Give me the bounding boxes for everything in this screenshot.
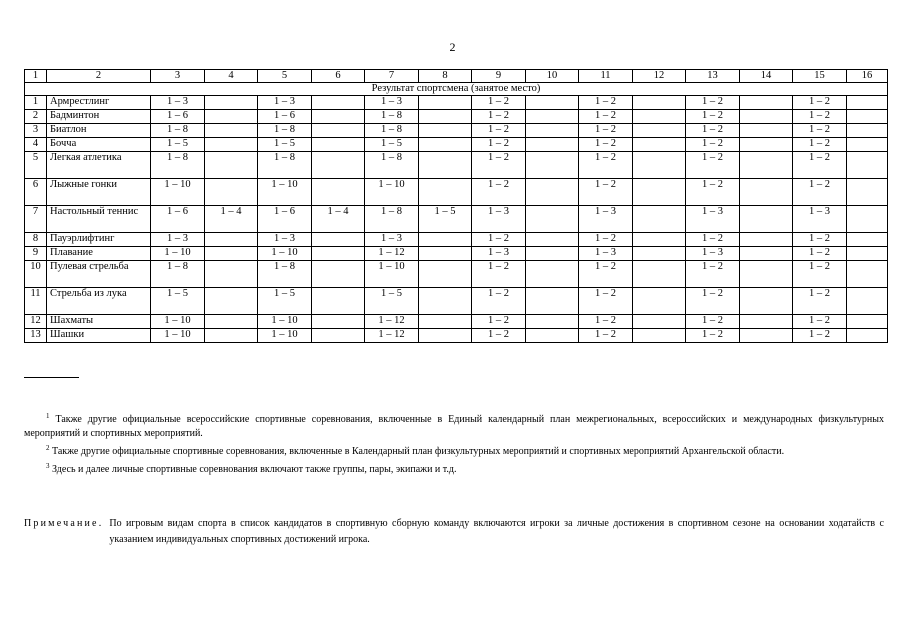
- place-range-cell: [526, 179, 579, 206]
- sport-name: Бадминтон: [47, 110, 151, 124]
- place-range-cell: 1 – 8: [258, 124, 312, 138]
- place-range-cell: [847, 288, 888, 315]
- place-range-cell: [633, 124, 686, 138]
- table-row: [25, 233, 888, 247]
- place-range-cell: [205, 110, 258, 124]
- place-range-cell: [205, 233, 258, 247]
- column-number: 8: [419, 70, 472, 83]
- place-range-cell: [312, 152, 365, 179]
- table-row: [25, 179, 888, 206]
- place-range-cell: 1 – 2: [579, 179, 633, 206]
- column-number: 9: [472, 70, 526, 83]
- place-range-cell: 1 – 2: [686, 152, 740, 179]
- place-range-cell: [205, 315, 258, 329]
- caption-row: [25, 83, 888, 96]
- place-range-cell: [419, 247, 472, 261]
- place-range-cell: 1 – 5: [258, 138, 312, 152]
- place-range-cell: [312, 233, 365, 247]
- place-range-cell: 1 – 8: [365, 124, 419, 138]
- place-range-cell: [633, 152, 686, 179]
- sport-name: Лыжные гонки: [47, 179, 151, 206]
- sport-name: Настольный теннис: [47, 206, 151, 233]
- footnote-text: Также другие официальные спортивные соревнования, включенные в Календарный план физкультурных мероприятий и спортивных мероприятий Архангельской области.: [52, 446, 785, 457]
- place-range-cell: [205, 96, 258, 110]
- place-range-cell: 1 – 5: [151, 138, 205, 152]
- place-range-cell: [526, 138, 579, 152]
- row-number: 11: [25, 288, 47, 315]
- place-range-cell: 1 – 8: [151, 152, 205, 179]
- row-number: 13: [25, 329, 47, 343]
- place-range-cell: 1 – 2: [472, 96, 526, 110]
- place-range-cell: 1 – 2: [472, 152, 526, 179]
- place-range-cell: 1 – 3: [151, 233, 205, 247]
- place-range-cell: [847, 138, 888, 152]
- table-row: [25, 124, 888, 138]
- place-range-cell: 1 – 5: [419, 206, 472, 233]
- place-range-cell: [633, 233, 686, 247]
- place-range-cell: [205, 261, 258, 288]
- place-range-cell: 1 – 10: [151, 179, 205, 206]
- place-range-cell: 1 – 2: [793, 138, 847, 152]
- place-range-cell: [419, 179, 472, 206]
- place-range-cell: 1 – 2: [793, 124, 847, 138]
- column-number: 10: [526, 70, 579, 83]
- place-range-cell: 1 – 2: [793, 110, 847, 124]
- place-range-cell: 1 – 12: [365, 315, 419, 329]
- place-range-cell: 1 – 3: [472, 247, 526, 261]
- results-table: [24, 69, 888, 343]
- place-range-cell: 1 – 2: [579, 138, 633, 152]
- place-range-cell: 1 – 5: [151, 288, 205, 315]
- place-range-cell: 1 – 4: [205, 206, 258, 233]
- table-row: [25, 110, 888, 124]
- place-range-cell: 1 – 6: [258, 110, 312, 124]
- place-range-cell: [740, 124, 793, 138]
- column-number-row: [25, 70, 888, 83]
- place-range-cell: [526, 96, 579, 110]
- place-range-cell: [633, 96, 686, 110]
- table-row: [25, 152, 888, 179]
- footnote-mark: 2: [46, 444, 50, 452]
- column-number: 14: [740, 70, 793, 83]
- place-range-cell: 1 – 3: [151, 96, 205, 110]
- place-range-cell: [633, 261, 686, 288]
- place-range-cell: 1 – 2: [793, 261, 847, 288]
- place-range-cell: [419, 152, 472, 179]
- sport-name: Шашки: [47, 329, 151, 343]
- sport-name: Биатлон: [47, 124, 151, 138]
- place-range-cell: [526, 329, 579, 343]
- place-range-cell: [633, 329, 686, 343]
- place-range-cell: [847, 110, 888, 124]
- table-row: [25, 329, 888, 343]
- place-range-cell: 1 – 2: [579, 110, 633, 124]
- place-range-cell: 1 – 6: [151, 110, 205, 124]
- sport-name: Стрельба из лука: [47, 288, 151, 315]
- place-range-cell: [847, 152, 888, 179]
- place-range-cell: [312, 138, 365, 152]
- place-range-cell: [526, 110, 579, 124]
- place-range-cell: [312, 329, 365, 343]
- sport-name: Пауэрлифтинг: [47, 233, 151, 247]
- place-range-cell: 1 – 2: [579, 329, 633, 343]
- place-range-cell: 1 – 10: [365, 261, 419, 288]
- place-range-cell: 1 – 4: [312, 206, 365, 233]
- place-range-cell: [526, 206, 579, 233]
- place-range-cell: [419, 315, 472, 329]
- place-range-cell: 1 – 8: [258, 261, 312, 288]
- place-range-cell: [740, 247, 793, 261]
- place-range-cell: [419, 288, 472, 315]
- sport-name: Армрестлинг: [47, 96, 151, 110]
- table-body: [25, 70, 888, 343]
- sport-name: Плавание: [47, 247, 151, 261]
- place-range-cell: [419, 124, 472, 138]
- place-range-cell: 1 – 8: [365, 206, 419, 233]
- column-number: 3: [151, 70, 205, 83]
- place-range-cell: [205, 138, 258, 152]
- place-range-cell: 1 – 2: [793, 329, 847, 343]
- place-range-cell: [312, 315, 365, 329]
- place-range-cell: 1 – 8: [365, 110, 419, 124]
- column-number: 4: [205, 70, 258, 83]
- place-range-cell: 1 – 10: [258, 179, 312, 206]
- place-range-cell: [205, 247, 258, 261]
- place-range-cell: 1 – 2: [472, 315, 526, 329]
- footnotes: [24, 413, 884, 481]
- place-range-cell: 1 – 2: [686, 96, 740, 110]
- place-range-cell: 1 – 2: [686, 233, 740, 247]
- table-row: [25, 96, 888, 110]
- place-range-cell: 1 – 2: [686, 288, 740, 315]
- place-range-cell: [740, 179, 793, 206]
- place-range-cell: [205, 329, 258, 343]
- place-range-cell: 1 – 10: [151, 329, 205, 343]
- sport-name: Пулевая стрельба: [47, 261, 151, 288]
- place-range-cell: [847, 206, 888, 233]
- place-range-cell: 1 – 2: [579, 315, 633, 329]
- place-range-cell: 1 – 2: [793, 288, 847, 315]
- place-range-cell: [633, 138, 686, 152]
- place-range-cell: 1 – 2: [579, 288, 633, 315]
- place-range-cell: 1 – 2: [472, 179, 526, 206]
- place-range-cell: 1 – 10: [151, 247, 205, 261]
- place-range-cell: 1 – 8: [258, 152, 312, 179]
- footnote: [24, 445, 884, 459]
- place-range-cell: [526, 152, 579, 179]
- footnote-text: Здесь и далее личные спортивные соревнования включают также группы, пары, экипажи и т.д.: [52, 464, 457, 475]
- note-label: Примечание.: [24, 518, 104, 529]
- place-range-cell: 1 – 3: [793, 206, 847, 233]
- place-range-cell: 1 – 5: [258, 288, 312, 315]
- row-number: 3: [25, 124, 47, 138]
- place-range-cell: [312, 261, 365, 288]
- place-range-cell: 1 – 10: [365, 179, 419, 206]
- place-range-cell: [419, 96, 472, 110]
- place-range-cell: 1 – 8: [151, 124, 205, 138]
- place-range-cell: [205, 288, 258, 315]
- place-range-cell: 1 – 2: [472, 233, 526, 247]
- place-range-cell: [633, 247, 686, 261]
- place-range-cell: [740, 233, 793, 247]
- place-range-cell: 1 – 3: [258, 233, 312, 247]
- place-range-cell: [633, 288, 686, 315]
- place-range-cell: 1 – 2: [472, 138, 526, 152]
- sport-name: Шахматы: [47, 315, 151, 329]
- place-range-cell: [740, 315, 793, 329]
- place-range-cell: [740, 329, 793, 343]
- note: [24, 516, 884, 548]
- place-range-cell: 1 – 10: [258, 315, 312, 329]
- place-range-cell: [526, 261, 579, 288]
- place-range-cell: 1 – 3: [258, 96, 312, 110]
- place-range-cell: [633, 315, 686, 329]
- place-range-cell: [205, 152, 258, 179]
- place-range-cell: 1 – 2: [793, 233, 847, 247]
- place-range-cell: 1 – 2: [579, 261, 633, 288]
- place-range-cell: 1 – 3: [686, 247, 740, 261]
- note-text: По игровым видам спорта в список кандидатов в спортивную сборную команду включаются игроки за личные достижения в спортивном сезоне на основании ходатайств с указанием индивидуальных спортивных достижений игрока.: [109, 518, 884, 545]
- place-range-cell: [740, 152, 793, 179]
- place-range-cell: [312, 247, 365, 261]
- place-range-cell: [526, 315, 579, 329]
- place-range-cell: [633, 206, 686, 233]
- place-range-cell: [847, 261, 888, 288]
- place-range-cell: 1 – 3: [365, 233, 419, 247]
- place-range-cell: 1 – 2: [579, 152, 633, 179]
- place-range-cell: [847, 315, 888, 329]
- place-range-cell: 1 – 3: [686, 206, 740, 233]
- place-range-cell: 1 – 2: [793, 315, 847, 329]
- place-range-cell: 1 – 10: [258, 329, 312, 343]
- place-range-cell: [847, 329, 888, 343]
- place-range-cell: [312, 96, 365, 110]
- footnote: [24, 413, 884, 441]
- place-range-cell: 1 – 2: [793, 152, 847, 179]
- place-range-cell: 1 – 10: [151, 315, 205, 329]
- place-range-cell: [633, 110, 686, 124]
- place-range-cell: [526, 288, 579, 315]
- page-number: 2: [449, 40, 456, 54]
- footnote-mark: 1: [46, 412, 50, 420]
- place-range-cell: 1 – 12: [365, 329, 419, 343]
- row-number: 8: [25, 233, 47, 247]
- place-range-cell: 1 – 2: [472, 288, 526, 315]
- place-range-cell: [312, 179, 365, 206]
- column-number: 16: [847, 70, 888, 83]
- row-number: 1: [25, 96, 47, 110]
- place-range-cell: [419, 233, 472, 247]
- table-caption: Результат спортсмена (занятое место): [25, 83, 888, 96]
- place-range-cell: [526, 247, 579, 261]
- place-range-cell: 1 – 2: [472, 110, 526, 124]
- footnote-text: Также другие официальные всероссийские спортивные соревнования, включенные в Единый календарный план межрегиональных, всероссийских и международных физкультурных мероприятий и спортивных мероприятий.: [24, 414, 884, 439]
- place-range-cell: [847, 179, 888, 206]
- place-range-cell: 1 – 3: [365, 96, 419, 110]
- place-range-cell: 1 – 12: [365, 247, 419, 261]
- place-range-cell: 1 – 3: [579, 206, 633, 233]
- column-number: 5: [258, 70, 312, 83]
- row-number: 10: [25, 261, 47, 288]
- place-range-cell: [740, 206, 793, 233]
- place-range-cell: 1 – 2: [579, 233, 633, 247]
- place-range-cell: [419, 110, 472, 124]
- column-number: 12: [633, 70, 686, 83]
- place-range-cell: 1 – 3: [472, 206, 526, 233]
- row-number: 7: [25, 206, 47, 233]
- place-range-cell: [312, 124, 365, 138]
- place-range-cell: 1 – 2: [686, 124, 740, 138]
- place-range-cell: [312, 110, 365, 124]
- column-number: 6: [312, 70, 365, 83]
- place-range-cell: [312, 288, 365, 315]
- column-number: 2: [47, 70, 151, 83]
- column-number: 11: [579, 70, 633, 83]
- place-range-cell: [419, 329, 472, 343]
- place-range-cell: 1 – 6: [151, 206, 205, 233]
- place-range-cell: [205, 124, 258, 138]
- place-range-cell: [419, 261, 472, 288]
- row-number: 6: [25, 179, 47, 206]
- place-range-cell: 1 – 6: [258, 206, 312, 233]
- place-range-cell: 1 – 5: [365, 288, 419, 315]
- place-range-cell: [847, 247, 888, 261]
- sport-name: Легкая атлетика: [47, 152, 151, 179]
- place-range-cell: [740, 261, 793, 288]
- place-range-cell: 1 – 2: [793, 179, 847, 206]
- row-number: 4: [25, 138, 47, 152]
- place-range-cell: [205, 179, 258, 206]
- place-range-cell: [740, 288, 793, 315]
- column-number: 13: [686, 70, 740, 83]
- place-range-cell: 1 – 2: [793, 247, 847, 261]
- footnote-mark: 3: [46, 462, 50, 470]
- row-number: 5: [25, 152, 47, 179]
- column-number: 1: [25, 70, 47, 83]
- place-range-cell: 1 – 2: [686, 329, 740, 343]
- table-row: [25, 247, 888, 261]
- place-range-cell: 1 – 2: [686, 138, 740, 152]
- table-row: [25, 138, 888, 152]
- table-row: [25, 315, 888, 329]
- sport-name: Бочча: [47, 138, 151, 152]
- table-row: [25, 288, 888, 315]
- place-range-cell: [847, 96, 888, 110]
- place-range-cell: [526, 233, 579, 247]
- place-range-cell: 1 – 2: [686, 110, 740, 124]
- place-range-cell: 1 – 5: [365, 138, 419, 152]
- place-range-cell: 1 – 8: [151, 261, 205, 288]
- place-range-cell: [526, 124, 579, 138]
- place-range-cell: 1 – 2: [686, 179, 740, 206]
- place-range-cell: 1 – 2: [686, 261, 740, 288]
- row-number: 9: [25, 247, 47, 261]
- place-range-cell: [740, 138, 793, 152]
- place-range-cell: [847, 233, 888, 247]
- place-range-cell: [847, 124, 888, 138]
- column-number: 7: [365, 70, 419, 83]
- place-range-cell: 1 – 2: [472, 124, 526, 138]
- place-range-cell: 1 – 2: [579, 124, 633, 138]
- row-number: 2: [25, 110, 47, 124]
- place-range-cell: 1 – 2: [793, 96, 847, 110]
- place-range-cell: [740, 96, 793, 110]
- place-range-cell: [740, 110, 793, 124]
- place-range-cell: 1 – 3: [579, 247, 633, 261]
- place-range-cell: 1 – 8: [365, 152, 419, 179]
- place-range-cell: 1 – 10: [258, 247, 312, 261]
- row-number: 12: [25, 315, 47, 329]
- footnote: [24, 463, 884, 477]
- column-number: 15: [793, 70, 847, 83]
- place-range-cell: 1 – 2: [686, 315, 740, 329]
- place-range-cell: [419, 138, 472, 152]
- table-row: [25, 261, 888, 288]
- table-row: [25, 206, 888, 233]
- place-range-cell: 1 – 2: [579, 96, 633, 110]
- place-range-cell: 1 – 2: [472, 329, 526, 343]
- footnote-divider: [24, 377, 79, 378]
- place-range-cell: [633, 179, 686, 206]
- place-range-cell: 1 – 2: [472, 261, 526, 288]
